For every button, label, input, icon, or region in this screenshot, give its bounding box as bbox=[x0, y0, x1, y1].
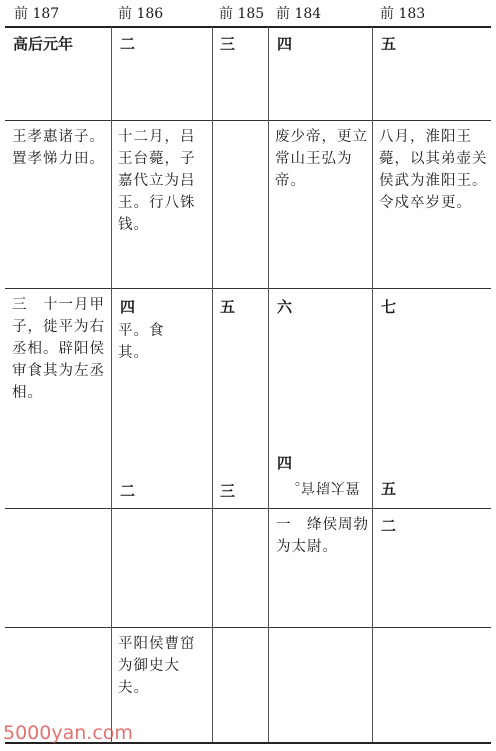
chancellor-year-186: 四 bbox=[120, 298, 136, 316]
row-divider-3 bbox=[5, 508, 491, 509]
grand-commandant-year-184: 四 bbox=[277, 454, 293, 472]
reign-year-187: 高后元年 bbox=[13, 35, 74, 53]
reign-year-186: 二 bbox=[120, 35, 136, 53]
chancellor-187: 三 十一月甲子，徙平为右丞相。辟阳侯审食其为左丞相。 bbox=[12, 297, 105, 401]
grand-commandant-year-186: 二 bbox=[120, 482, 136, 500]
header-year-183: 前 183 bbox=[380, 6, 426, 22]
chancellor-year-184: 六 bbox=[277, 298, 293, 316]
grand-commandant-year-185: 三 bbox=[220, 482, 236, 500]
chancellor-year-183: 七 bbox=[381, 298, 397, 316]
table-top-border bbox=[5, 26, 491, 28]
row-divider-2 bbox=[5, 288, 491, 289]
header-year-184: 前 184 bbox=[276, 6, 322, 22]
grand-commandant-year-183: 五 bbox=[381, 480, 397, 498]
reign-year-183: 五 bbox=[381, 35, 397, 53]
grand-commandant-183: 二 bbox=[381, 517, 397, 535]
chancellor-names-186: 平。食其。 bbox=[118, 323, 165, 361]
row-divider-1 bbox=[5, 120, 491, 121]
column-divider-1 bbox=[111, 27, 112, 743]
row-divider-4 bbox=[5, 627, 491, 628]
grand-commandant-184: 一 绛侯周勃为太尉。 bbox=[276, 517, 369, 555]
events-184: 废少帝，更立常山王弘为帝。 bbox=[275, 129, 368, 189]
header-year-187: 前 187 bbox=[14, 6, 60, 22]
reign-year-184: 四 bbox=[277, 35, 293, 53]
events-187: 王孝惠诸子。置孝悌力田。 bbox=[12, 129, 105, 167]
header-year-185: 前 185 bbox=[219, 6, 265, 22]
column-divider-4 bbox=[372, 27, 373, 743]
events-186: 十二月，吕王台薨，子嘉代立为吕王。行八铢钱。 bbox=[118, 129, 196, 233]
events-183: 八月，淮阳王薨，以其弟壶关侯武为淮阳王。令戍卒岁更。 bbox=[379, 129, 488, 211]
chancellor-year-185: 五 bbox=[220, 298, 236, 316]
column-divider-3 bbox=[268, 27, 269, 743]
header-year-186: 前 186 bbox=[118, 6, 164, 22]
reign-year-185: 三 bbox=[220, 35, 236, 53]
column-divider-2 bbox=[212, 27, 213, 743]
watermark: 5000yan.com bbox=[3, 722, 133, 744]
censor-186: 平阳侯曹窋为御史大夫。 bbox=[118, 636, 196, 696]
inverted-note-184: 置太尉官。 bbox=[285, 479, 360, 495]
